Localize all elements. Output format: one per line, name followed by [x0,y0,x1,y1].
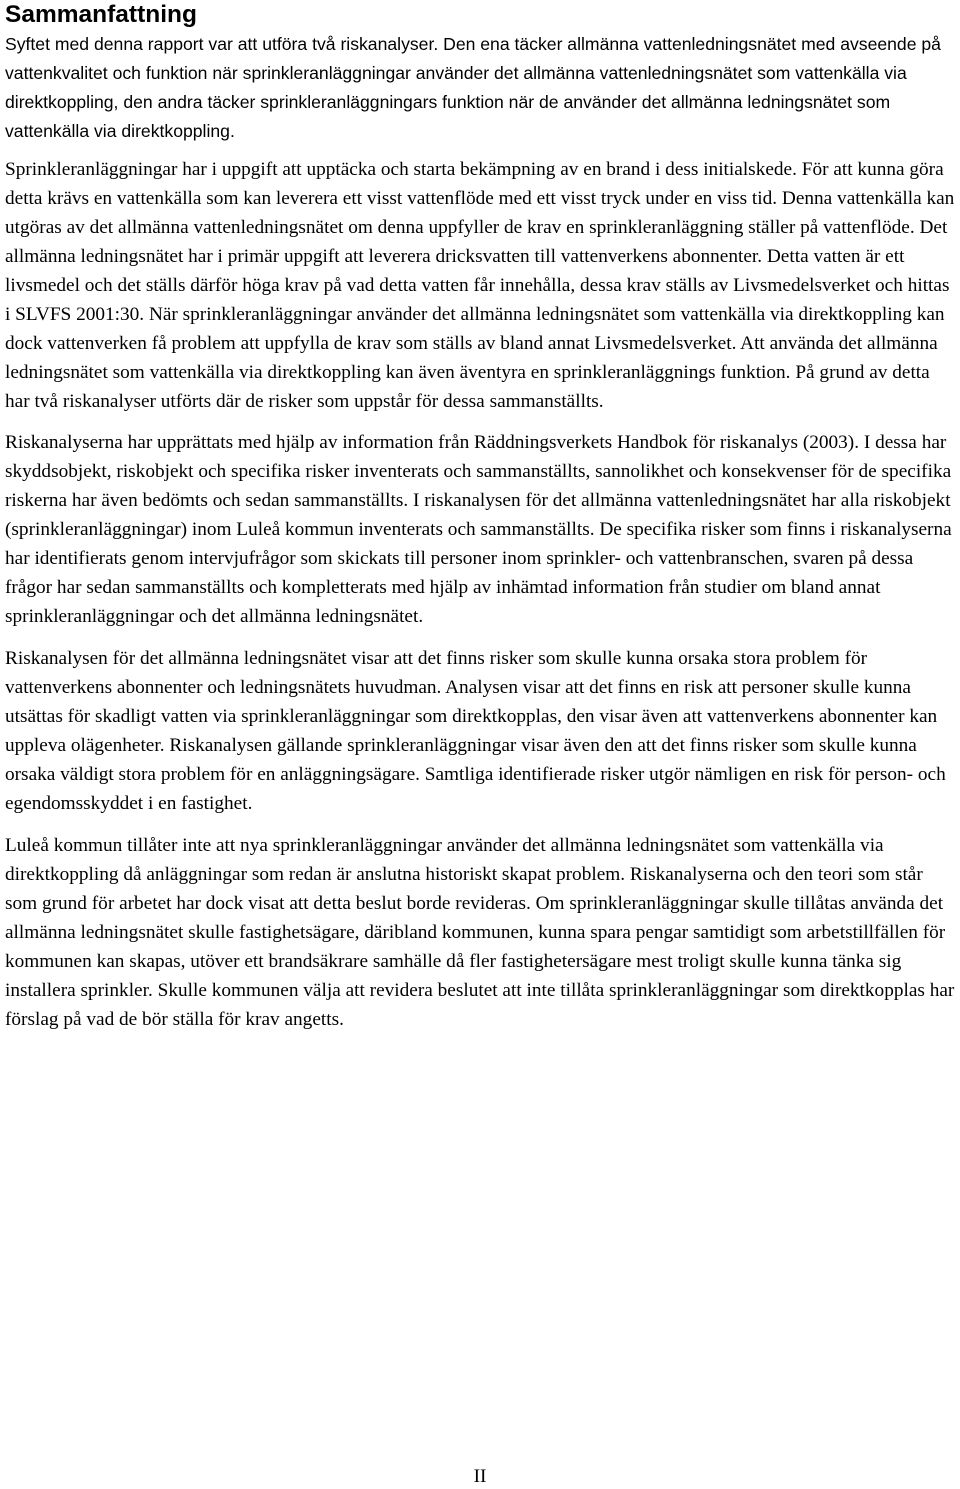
body-paragraph-results: Riskanalysen för det allmänna ledningsnätet visar att det finns risker som skulle kunna orsaka stora problem för vattenverkens abonnenter och ledningsnätets huvudman. Analysen visar att det finns en risk att personer skulle kunna utsättas för skadligt vatten via sprinkleranläggningar som direktkopplas, den visar även att vattenverkens abonnenter kan uppleva olägenheter. Riskanalysen gällande sprinkleranläggningar visar även den att det finns risker som skulle kunna orsaka väldigt stora problem för en anläggningsägare. Samtliga identifierade risker utgör nämligen en risk för person- och egendomsskyddet i en fastighet. [5,648,946,814]
body-paragraph-sprinkler-purpose: Sprinkleranläggningar har i uppgift att upptäcka och starta bekämpning av en brand i dess initialskede. För att kunna göra detta krävs en vattenkälla som kan leverera ett visst vattenflöde med ett visst tryck under en viss tid. Denna vattenkälla kan utgöras av det allmänna vattenledningsnätet om denna uppfyller de krav en sprinkleranläggning ställer på vattenflöde. Det allmänna ledningsnätet har i primär uppgift att leverera dricksvatten till vattenverkens abonnenter. Detta vatten är ett livsmedel och det ställs därför höga krav på vad detta vatten får innehålla, dessa krav ställs av Livsmedelsverket och hittas i SLVFS 2001:30. När sprinkleranläggningar använder det allmänna ledningsnätet som vattenkälla via direktkoppling kan dock vattenverken få problem att uppfylla de krav som ställs av bland annat Livsmedelsverket. Att använda det allmänna ledningsnätet som vattenkälla via direktkoppling kan även äventyra en sprinkleranläggnings funktion. På grund av detta har två riskanalyser utförts där de risker som uppstår för dessa sammanställts. [5,159,955,412]
intro-paragraph: Syftet med denna rapport var att utföra två riskanalyser. Den ena täcker allmänna vattenledningsnätet med avseende på vattenkvalitet och funktion när sprinkleranläggningar använder det allmänna vattenledningsnätet som vattenkälla via direktkoppling, den andra täcker sprinkleranläggningars funktion när de använder det allmänna ledningsnätet som vattenkälla via direktkoppling. [5,34,941,141]
body-paragraph-method: Riskanalyserna har upprättats med hjälp av information från Räddningsverkets Handbok för riskanalys (2003). I dessa har skyddsobjekt, riskobjekt och specifika risker inventerats och sammanställts, sannolikhet och konsekvenser för de specifika riskerna har även bedömts och sedan sammanställts. I riskanalysen för det allmänna vattenledningsnätet har alla riskobjekt (sprinkleranläggningar) inom Luleå kommun inventerats och sammanställts. De specifika risker som finns i riskanalyserna har identifierats genom intervjufrågor som skickats till personer inom sprinkler- och vattenbranschen, svaren på dessa frågor har sedan sammanställts och kompletterats med hjälp av inhämtad information från studier om bland annat sprinkleranläggningar och det allmänna ledningsnätet. [5,432,952,627]
body-paragraph-conclusion: Luleå kommun tillåter inte att nya sprinkleranläggningar använder det allmänna ledningsnätet som vattenkälla via direktkoppling då anläggningar som redan är anslutna historiskt skapat problem. Riskanalyserna och den teori som står som grund för arbetet har dock visat att detta beslut borde revideras. Om sprinkleranläggningar skulle tillåtas använda det allmänna ledningsnätet skulle fastighetsägare, däribland kommunen, kunna spara pengar samtidigt som arbetstillfällen för kommunen kan skapas, utöver ett brandsäkrare samhälle då fler fastighetersägare mest troligt skulle kunna tänka sig installera sprinkler. Skulle kommunen välja att revidera beslutet att inte tillåta sprinkleranläggningar som direktkopplas har förslag på vad de bör ställa för krav angetts. [5,835,955,1030]
document-page [5,0,955,1034]
section-heading: Sammanfattning [5,1,197,28]
page-number: II [473,1466,487,1487]
